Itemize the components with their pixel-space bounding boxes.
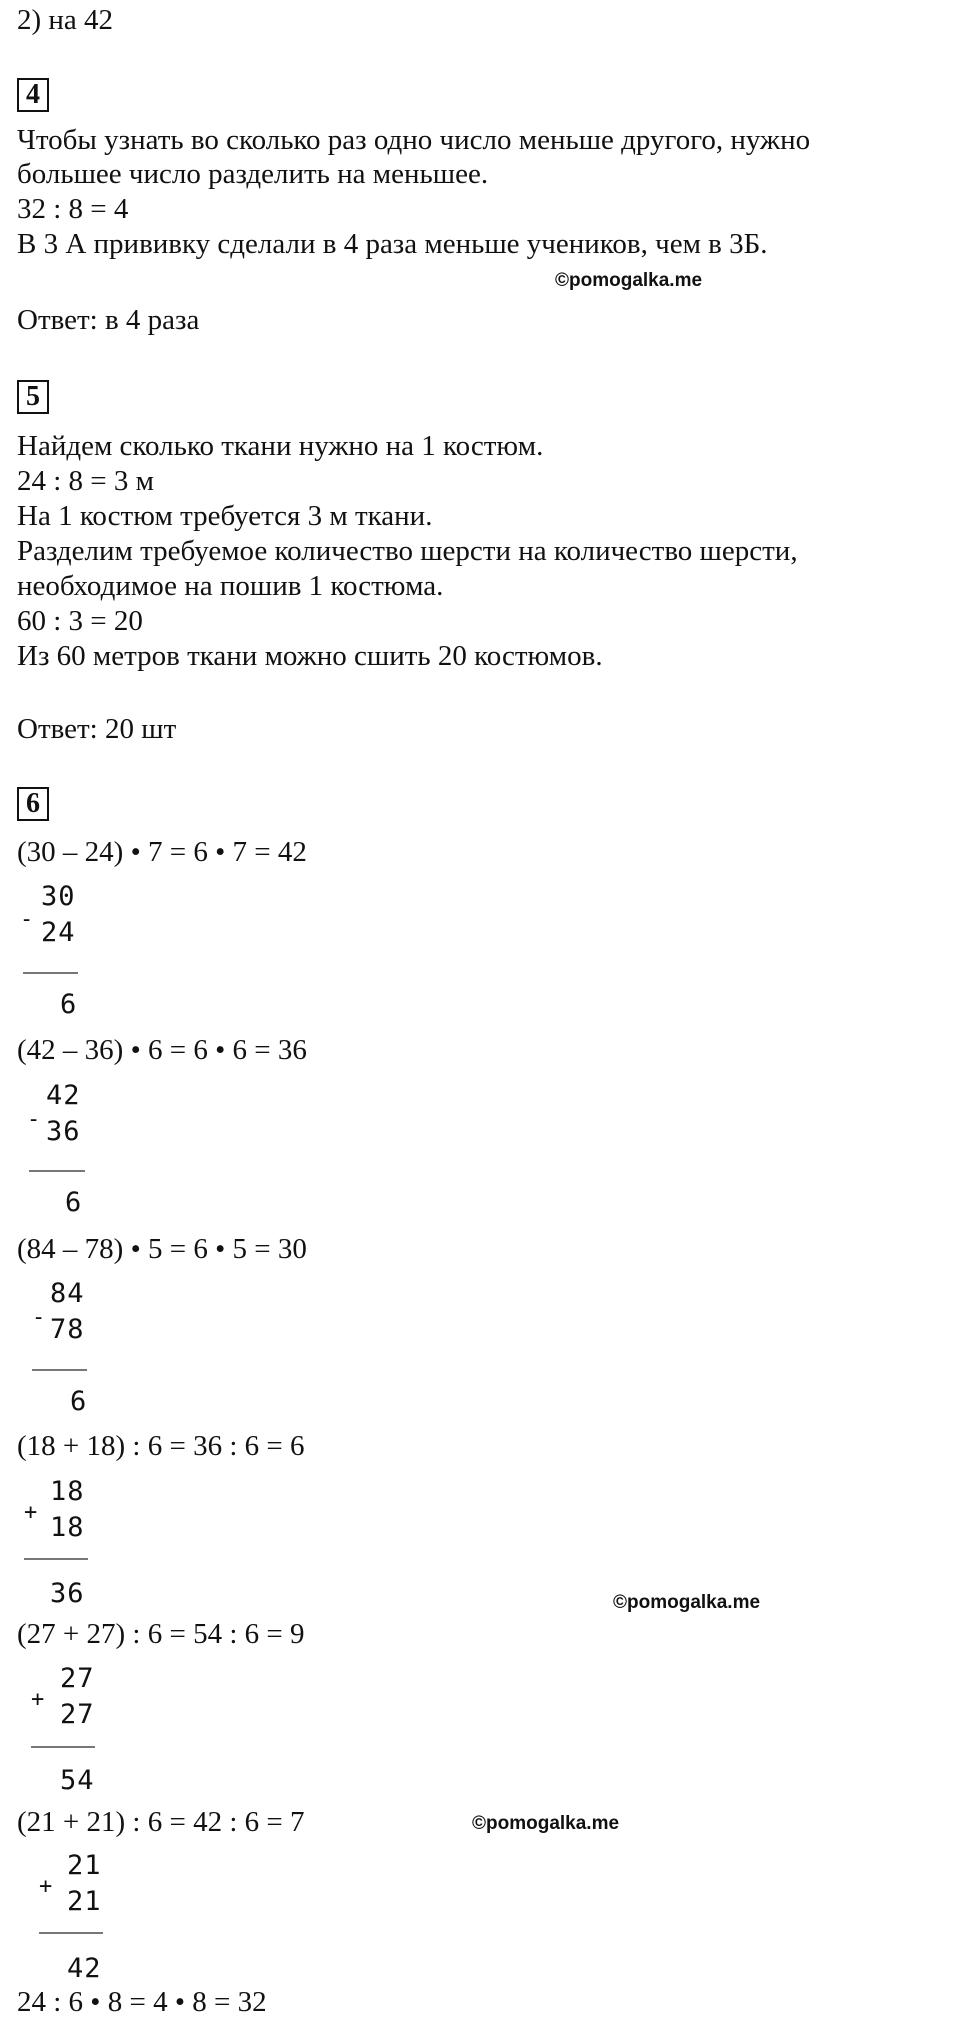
task5-text-line: На 1 костюм требуется 3 м ткани. (17, 500, 433, 532)
operand: 30 (41, 881, 76, 912)
sum-line (24, 1558, 88, 1560)
watermark: ©pomogalka.me (613, 1592, 761, 1613)
column-calculation (39, 1851, 149, 1991)
sum-line (23, 972, 78, 974)
operand: 27 (60, 1663, 95, 1694)
task4-text-line: большее число разделить на меньшее. (17, 158, 489, 190)
operator-sign: + (24, 1500, 38, 1525)
task6-expression: (21 + 21) : 6 = 42 : 6 = 7 (17, 1806, 305, 1838)
task-number-5: 5 (17, 380, 49, 414)
result: 6 (70, 1386, 88, 1417)
task5-answer: Ответ: 20 шт (17, 713, 177, 745)
sum-line (39, 1932, 103, 1934)
column-calculation (24, 1477, 134, 1617)
task6-expression: (27 + 27) : 6 = 54 : 6 = 9 (17, 1618, 305, 1650)
task5-equation: 60 : 3 = 20 (17, 605, 143, 637)
operand: 84 (50, 1278, 85, 1309)
task6-expression: (84 – 78) • 5 = 6 • 5 = 30 (17, 1233, 307, 1265)
result: 42 (67, 1953, 102, 1984)
operand: 24 (41, 917, 76, 948)
operand: 36 (46, 1116, 81, 1147)
operand: 27 (60, 1699, 95, 1730)
task4-equation: 32 : 8 = 4 (17, 193, 129, 225)
result: 36 (50, 1578, 85, 1609)
task5-text-line: Из 60 метров ткани можно сшить 20 костюмов. (17, 640, 603, 672)
task-number-4: 4 (17, 78, 49, 112)
task-number-6: 6 (17, 787, 49, 821)
task5-text-line: необходимое на пошив 1 костюма. (17, 570, 444, 602)
task4-answer: Ответ: в 4 раза (17, 304, 200, 336)
task6-expression: (42 – 36) • 6 = 6 • 6 = 36 (17, 1034, 307, 1066)
task4-text-line: Чтобы узнать во сколько раз одно число меньше другого, нужно (17, 124, 811, 156)
operator-sign: - (27, 1107, 41, 1132)
column-calculation (27, 1081, 137, 1221)
result: 6 (65, 1187, 83, 1218)
watermark: ©pomogalka.me (555, 270, 703, 291)
operator-sign: + (31, 1687, 45, 1712)
column-calculation (20, 882, 130, 1022)
operand: 18 (50, 1512, 85, 1543)
watermark: ©pomogalka.me (472, 1813, 620, 1834)
result: 6 (60, 989, 78, 1020)
operator-sign: + (39, 1874, 53, 1899)
operand: 21 (67, 1886, 102, 1917)
task4-text-line: В 3 А прививку сделали в 4 раза меньше учеников, чем в 3Б. (17, 228, 768, 260)
operand: 42 (46, 1080, 81, 1111)
previous-answer-line: 2) на 42 (17, 4, 114, 36)
task6-expression: (18 + 18) : 6 = 36 : 6 = 6 (17, 1430, 305, 1462)
task5-text-line: Разделим требуемое количество шерсти на количество шерсти, (17, 535, 798, 567)
task6-expression: (30 – 24) • 7 = 6 • 7 = 42 (17, 836, 307, 868)
operand: 78 (50, 1314, 85, 1345)
operand: 18 (50, 1476, 85, 1507)
sum-line (31, 1746, 95, 1748)
operand: 21 (67, 1850, 102, 1881)
sum-line (32, 1369, 87, 1371)
task5-text-line: Найдем сколько ткани нужно на 1 костюм. (17, 430, 544, 462)
column-calculation (32, 1279, 142, 1419)
operator-sign: - (32, 1305, 46, 1330)
column-calculation (31, 1664, 141, 1804)
sum-line (29, 1170, 85, 1172)
task5-equation: 24 : 8 = 3 м (17, 465, 155, 497)
operator-sign: - (20, 907, 34, 932)
result: 54 (60, 1765, 95, 1796)
task6-expression: 24 : 6 • 8 = 4 • 8 = 32 (17, 1986, 267, 2018)
